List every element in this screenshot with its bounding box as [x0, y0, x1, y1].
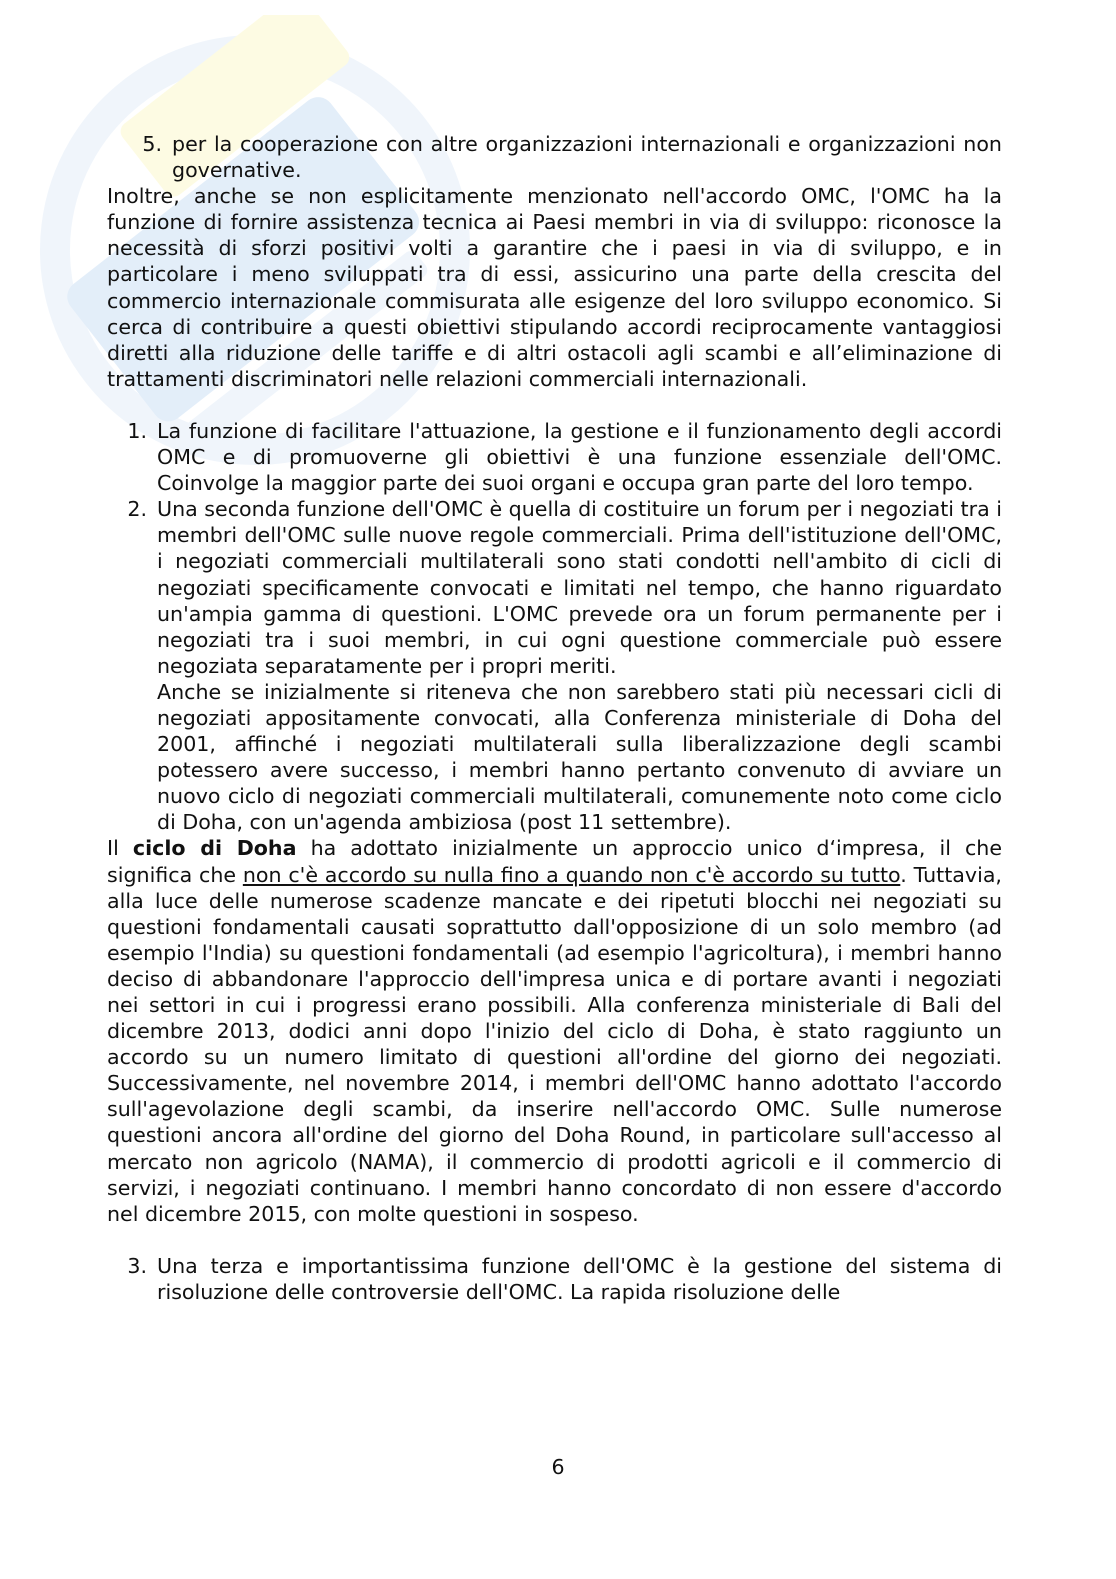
function-text: La funzione di facilitare l'attuazione, la gestione e il funzionamento degli accordi OMC e di promuoverne gli obiettivi è una funzione essenziale dell'OMC. Coinvolge la maggior parte dei suoi organi e occupa gran parte del loro tempo. [157, 418, 1002, 496]
functions-list [107, 418, 1002, 836]
doha-mid: ha adottato inizialmente un approccio unico d‘impresa, il che significa che [107, 836, 1003, 887]
function-text-continued: Anche se inizialmente si riteneva che non sarebbero stati più necessari cicli di negoziati appositamente convocati, alla Conferenza ministeriale di Doha del 2001, affinché i negoziati multilaterali sulla liberalizzazione degli scambi potessero avere successo, i membri hanno pertanto convenuto di avviare un nuovo ciclo di negoziati commerciali multilaterali, comunemente noto come ciclo di Doha, con un'agenda ambiziosa (post 11 settembre). [157, 679, 1002, 835]
spacer [107, 392, 1002, 418]
functions-list-continued [107, 1253, 1002, 1305]
function-item-1 [107, 418, 1002, 496]
list-top [107, 131, 1002, 183]
list-number: 2. [127, 497, 147, 522]
page-number: 6 [551, 1455, 565, 1479]
function-body [157, 496, 1002, 835]
doha-underlined-phrase: non c'è accordo su nulla fino a quando non c'è accordo su tutto [242, 862, 901, 887]
doha-bold-term: ciclo di Doha [132, 836, 297, 861]
list-number: 3. [127, 1253, 147, 1278]
doha-paragraph [107, 835, 1002, 1226]
list-item-text: per la cooperazione con altre organizzazioni internazionali e organizzazioni non governative. [172, 132, 1002, 183]
spacer [107, 1227, 1002, 1253]
function-item-3 [107, 1253, 1002, 1305]
function-text: Una seconda funzione dell'OMC è quella di costituire un forum per i negoziati tra i membri dell'OMC sulle nuove regole commerciali. Prima dell'istituzione dell'OMC, i negoziati commerciali multilaterali sono stati condotti nell'ambito di cicli di negoziati specificamente convocati e limitati nel tempo, che hanno riguardato un'ampia gamma di questioni. L'OMC prevede ora un forum permanente per i negoziati tra i suoi membri, in cui ogni questione commerciale può essere negoziata separatamente per i propri meriti. [157, 497, 1002, 678]
function-text: Una terza e importantissima funzione dell'OMC è la gestione del sistema di risoluzione delle controversie dell'OMC. La rapida risoluzione delle [157, 1253, 1002, 1304]
intro-paragraph: Inoltre, anche se non esplicitamente menzionato nell'accordo OMC, l'OMC ha la funzione di fornire assistenza tecnica ai Paesi membri in via di sviluppo: riconosce la necessità di sforzi positivi volti a garantire che i paesi in via di sviluppo, e in particolare i meno sviluppati tra di essi, assicurino una parte della crescita del commercio internazionale commisurata alle esigenze del loro sviluppo economico. Si cerca di contribuire a questi obiettivi stipulando accordi reciprocamente vantaggiosi diretti alla riduzione delle tariffe e di altri ostacoli agli scambi e all’eliminazione di trattamenti discriminatori nelle relazioni commerciali internazionali. [107, 184, 1002, 391]
function-item-2 [107, 496, 1002, 835]
list-item-5 [107, 131, 1002, 183]
doha-prefix: Il [107, 836, 119, 861]
list-number: 1. [127, 418, 147, 443]
doha-rest: . Tuttavia, alla luce delle numerose scadenze mancate e dei ripetuti blocchi nei negoziati su questioni fondamentali causati soprattutto dall'opposizione di un solo membro (ad esempio l'India) su questioni fondamentali (ad esempio l'agricoltura), i membri hanno deciso di abbandonare l'approccio dell'impresa unica e di portare avanti i negoziati nei settori in cui i progressi erano possibili. Alla conferenza ministeriale di Bali del dicembre 2013, dodici anni dopo l'inizio del ciclo di Doha, è stato raggiunto un accordo su un numero limitato di questioni all'ordine del giorno dei negoziati. Successivamente, nel novembre 2014, i membri dell'OMC hanno adottato l'accordo sull'agevolazione degli scambi, da inserire nell'accordo OMC. Sulle numerose questioni ancora all'ordine del giorno del Doha Round, in particolare sull'accesso al mercato non agricolo (NAMA), il commercio di prodotti agricoli e il commercio di servizi, i negoziati continuano. I membri hanno concordato di non essere d'accordo nel dicembre 2015, con molte questioni in sospeso. [107, 862, 1002, 1226]
list-number: 5. [142, 132, 162, 156]
document-body [107, 131, 1002, 1305]
